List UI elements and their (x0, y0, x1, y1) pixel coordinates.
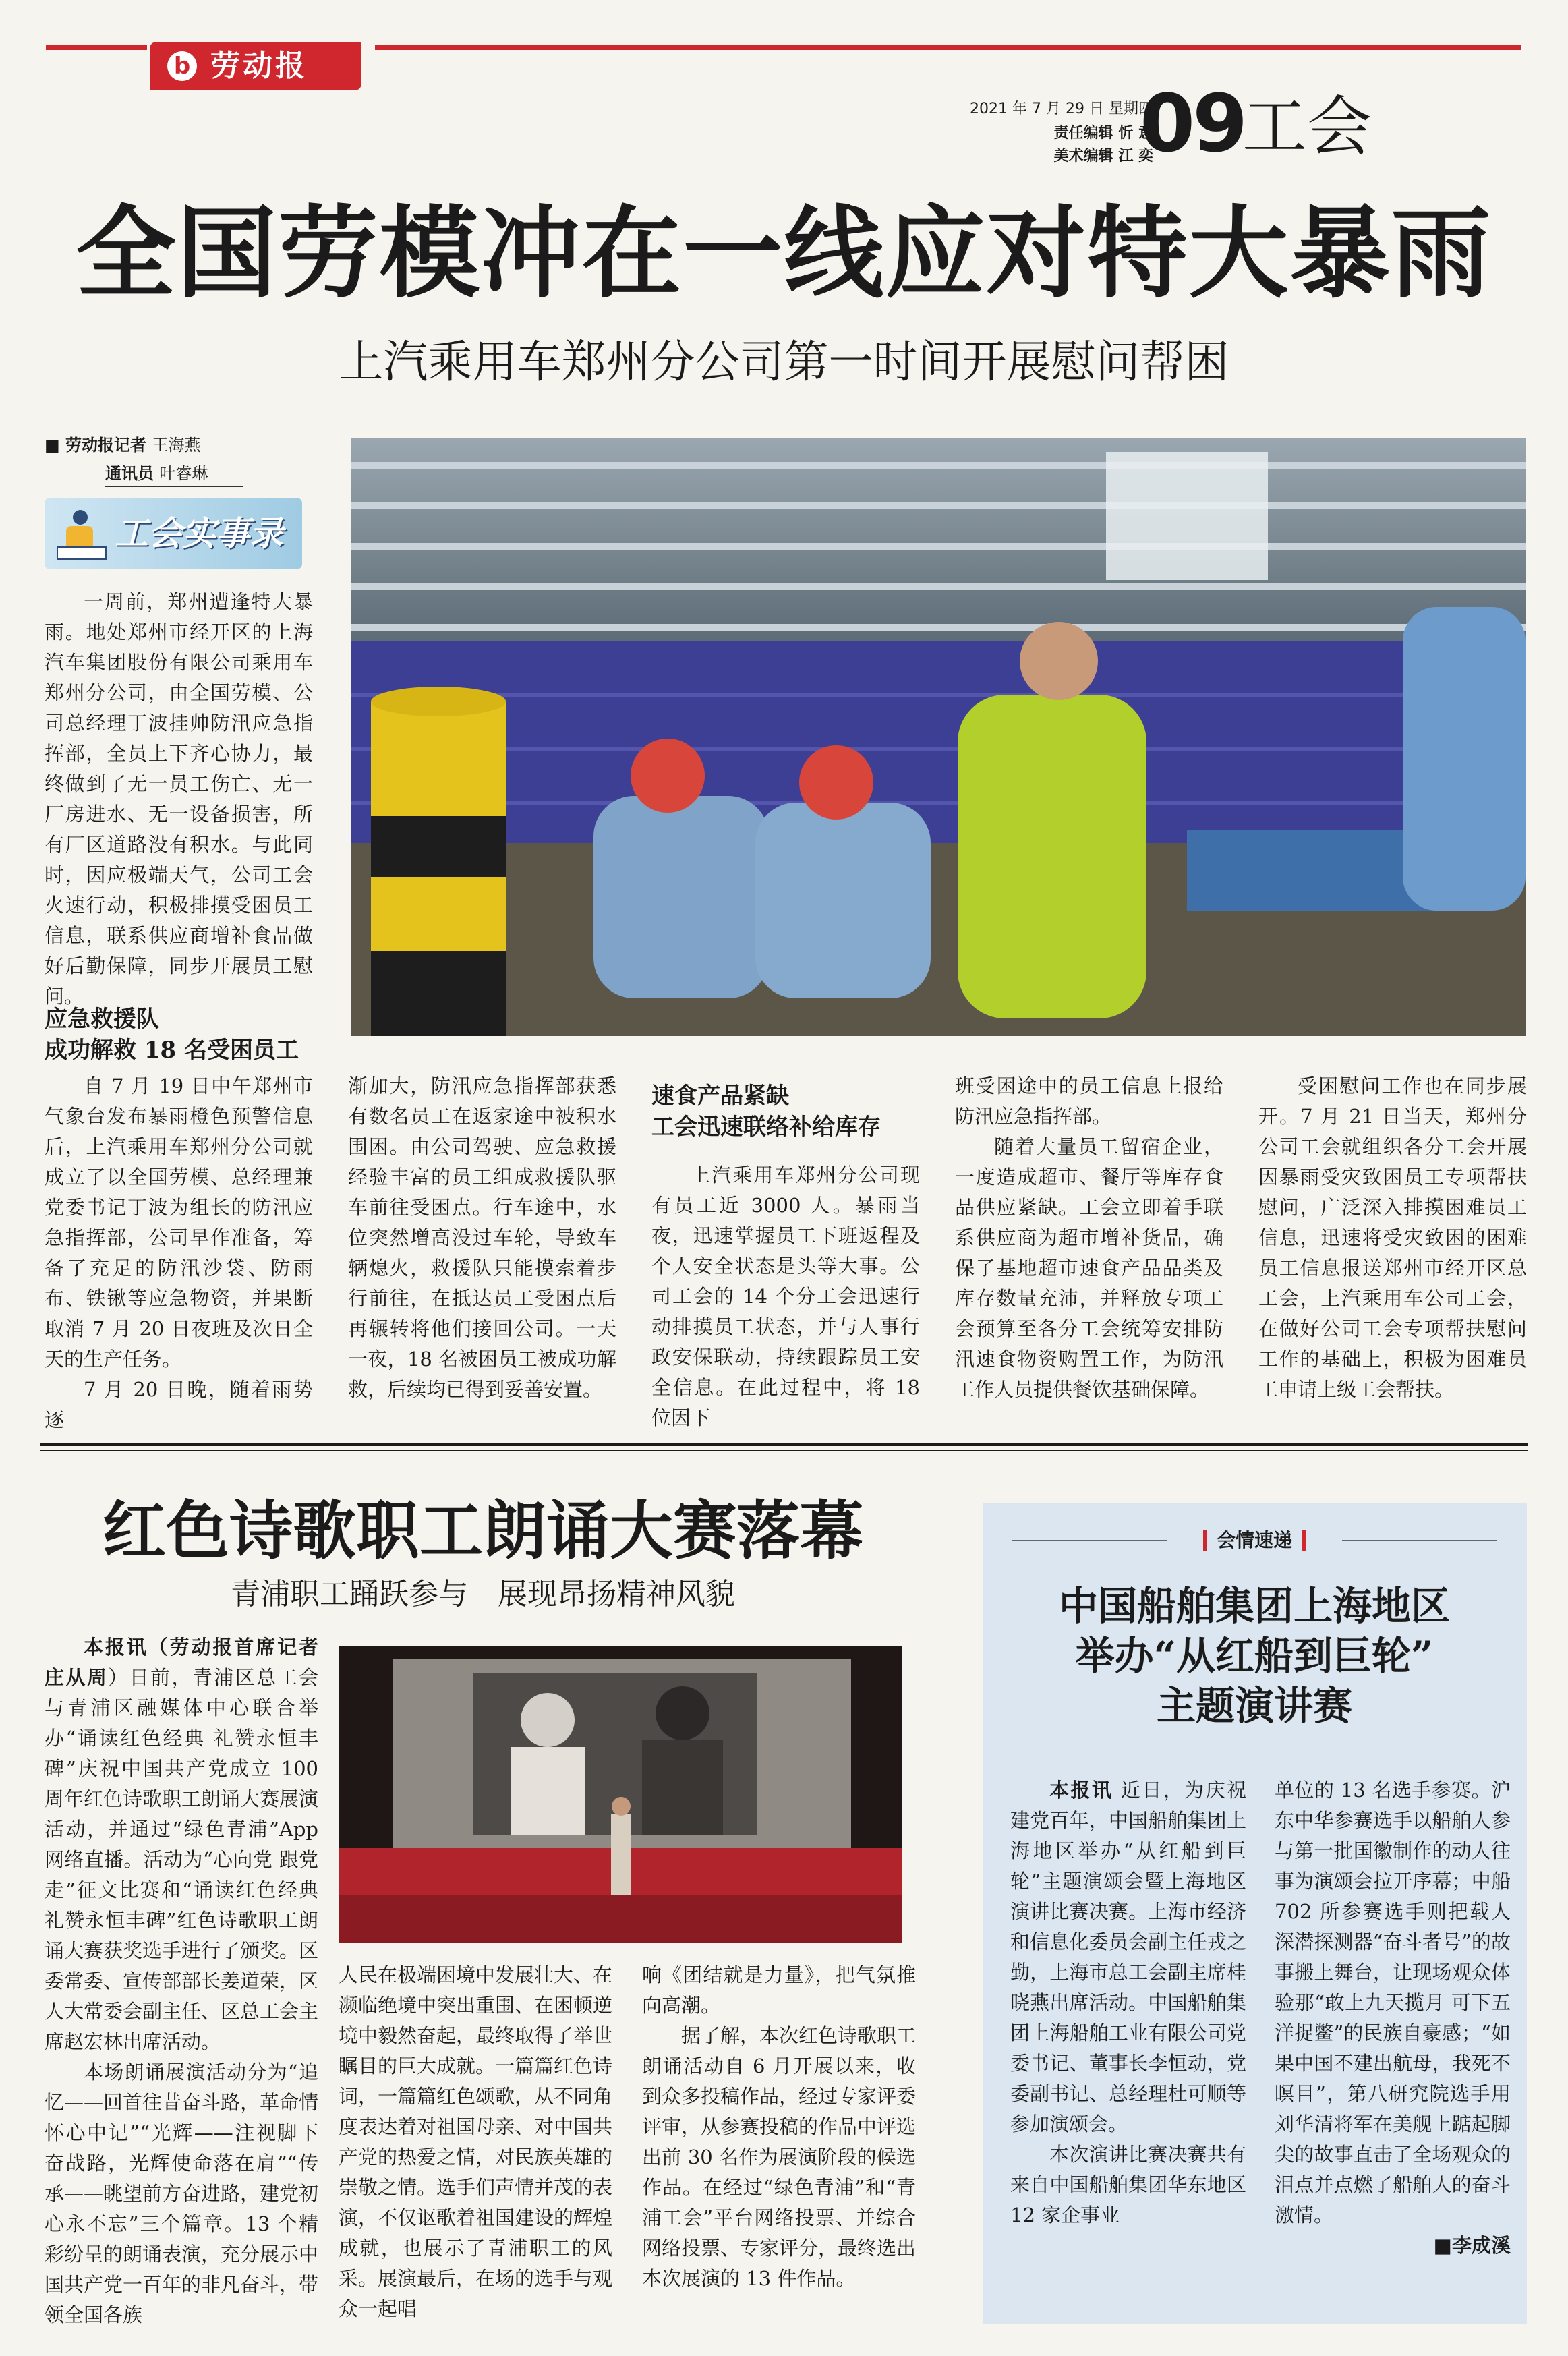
sidebar-col2-p1: 单位的 13 名选手参赛。沪东中华参赛选手以船舶人参与第一批国徽制作的动人往事为演颂会拉开序幕；中船 702 所参赛选手则把载人深潜探测器“奋斗者号”的故事搬上舞台，让现场观众体验那“敢上九天揽月 可下五洋捉鳖”的民族自豪感；“如果中国不建出航母，我死不瞑目”，第八研究院选手用刘华清将军在美舰上踮起脚尖的故事直击了全场观众的泪点并点燃了船舶人的奋斗激情。 (1275, 1779, 1511, 2226)
article1-col5 (1258, 1071, 1527, 1405)
article1-col1-p2: 7 月 20 日晚，随着雨势逐 (45, 1378, 313, 1431)
article2-col3 (642, 1960, 916, 2294)
article2-col1-text: ）日前，青浦区总工会与青浦区融媒体中心联合举办“诵读红色经典 礼赞永恒丰碑”庆祝中国共产党成立 100 周年红色诗歌职工朗诵大赛展演活动，并通过“绿色青浦”App 网络直播。活动为“心向党 跟党走”征文比赛和“诵读红色经典 礼赞永恒丰碑”红色诗歌职工朗诵大赛获奖选手进行了颁奖。区委常委、宣传部部长姜道荣，区人大常委会副主任、区总工会主席赵宏林出席活动。 (45, 1666, 319, 2053)
article1-col4-p1: 班受困途中的员工信息上报给防汛应急指挥部。 (955, 1074, 1223, 1128)
byline-correspondent-name: 叶睿琳 (159, 464, 208, 483)
article2-lead (45, 1632, 318, 2057)
top-rule-left (46, 45, 147, 50)
art-editor-line: 美术编辑 江 奕 (1053, 148, 1153, 165)
byline-reporter (45, 432, 341, 455)
tag-bar-left (1203, 1530, 1207, 1551)
article2-col3-p1: 响《团结就是力量》，把气氛推向高潮。 (642, 1963, 916, 2017)
article1-col4 (955, 1071, 1223, 1405)
article1-intro: 一周前，郑州遭逢特大暴雨。地处郑州市经开区的上海汽车集团股份有限公司乘用车郑州分公司，由全国劳模、公司总经理丁波挂帅防汛应急指挥部，全员上下齐心协力，最终做到了无一员工伤亡、无一厂房进水、无一设备损害，所有厂区道路没有积水。与此同时，因应极端天气，公司工会火速行动，积极排摸受困员工信息，联系供应商增补食品做好后勤保障，同步开展员工慰问。 (45, 590, 313, 1008)
section-divider (40, 1443, 1528, 1446)
badge-text: 工会实事录 (115, 513, 283, 553)
tag-bar-right (1302, 1530, 1306, 1551)
editor-line: 责任编辑 忻 意 (1053, 125, 1153, 142)
byline-reporter-name: 王海燕 (152, 436, 201, 455)
logo-mark-icon: b (167, 51, 197, 81)
byline-reporter-label: ■ 劳动报记者 (45, 436, 147, 455)
logo-text: 劳动报 (210, 49, 308, 83)
page-number: 09 (1140, 77, 1246, 170)
masthead-logo (150, 42, 361, 90)
article2-col2-p1: 人民在极端困境中发展壮大、在濒临绝境中突出重围、在困顿逆境中毅然奋起，最终取得了举世瞩目的巨大成就。一篇篇红色诗词，一篇篇红色颂歌，从不同角度表达着对祖国母亲、对中国共产党的热爱之情，对民族英雄的崇敬之情。选手们声情并茂的表演，不仅讴歌着祖国建设的辉煌成就，也展示了青浦职工的风采。展演最后，在场的选手与观众一起唱 (339, 1963, 613, 2320)
section-name: 工会 (1242, 89, 1372, 165)
article2-lead-name: 庄从周 (45, 1666, 109, 1689)
reading-figure-icon (54, 507, 108, 561)
article1-col4-p2: 随着大量员工留宿企业，一度造成超市、餐厅等库存食品供应紧缺。工会立即着手联系供应商为超市增补货品，确保了基地超市速食产品品类及库存数量充沛，并释放专项工会预算至各分工会统筹安排防汛速食物资购置工作，为防汛工作人员提供餐饮基础保障。 (955, 1135, 1223, 1401)
top-rule-right (375, 45, 1521, 50)
byline-correspondent (105, 460, 348, 484)
column-badge (45, 498, 302, 569)
sidebar-signature: ■李成溪 (1433, 2234, 1511, 2257)
sidebar-lead (1010, 1775, 1246, 2139)
article2-col2 (339, 1960, 612, 2324)
article1-col5-p1: 受困慰问工作也在同步展开。7 月 21 日当天，郑州分公司工会就组织各分工会开展因暴雨受灾致困员工专项帮扶慰问，广泛深入排摸困难员工信息，迅速将受灾致困的困难员工信息报送郑州市经开区总工会，上汽乘用车公司工会，在做好公司工会专项帮扶慰问工作的基础上，积极为困难员工申请上级工会帮扶。 (1258, 1074, 1527, 1401)
sidebar-col1-p2: 本次演讲比赛决赛共有来自中国船舶集团华东地区 12 家企事业 (1010, 2143, 1246, 2226)
article1-col1-p1: 自 7 月 19 日中午郑州市气象台发布暴雨橙色预警信息后，上汽乘用车郑州分公司就成立了以全国劳模、总经理兼党委书记丁波为组长的防汛应急指挥部，公司早作准备，筹备了充足的防汛沙袋、防雨布、铁锹等应急物资，并果断取消 7 月 20 日夜班及次日全天的生产任务。 (45, 1074, 313, 1371)
section-divider-thin (40, 1450, 1528, 1451)
sidebar-col2 (1275, 1775, 1511, 2261)
article1-col1 (45, 1071, 313, 1435)
byline-correspondent-label: 通讯员 (105, 464, 154, 483)
article1-subhead2: 速食产品紧缺 工会迅速联络补给库存 (651, 1083, 881, 1141)
article2-lead-label: 本报讯（劳动报首席记者 (84, 1636, 318, 1659)
article1-headline: 全国劳模冲在一线应对特大暴雨 (76, 194, 1492, 312)
article1-col2 (348, 1071, 616, 1405)
recitation-stage-photo (339, 1646, 902, 1943)
article1-col3-p1: 上汽乘用车郑州分公司现有员工近 3000 人。暴雨当夜，迅速掌握员工下班返程及个人安全状态是头等大事。公司工会的 14 个分工会迅速行动排摸员工状态，并与人事行政安保联动，持续跟踪员工安全信息。在此过程中，将 18 位因下 (651, 1163, 920, 1429)
sidebar-lead-label: 本报讯 (1049, 1779, 1113, 1802)
article1-col3 (651, 1160, 920, 1433)
flood-rescue-photo (351, 438, 1526, 1036)
article1-subhead1: 应急救援队 成功解救 18 名受困员工 (45, 1006, 299, 1064)
article2-subheadline: 青浦职工踊跃参与 展现昂扬精神风貌 (231, 1577, 735, 1611)
article1-subheadline: 上汽乘用车郑州分公司第一时间开展慰问帮困 (339, 336, 1229, 388)
sidebar-tag (1173, 1526, 1335, 1555)
sidebar-col1 (1010, 1775, 1246, 2231)
sidebar-tag-rule-right (1342, 1540, 1497, 1541)
tag-text: 会情速递 (1216, 1529, 1292, 1551)
article2-headline: 红色诗歌职工朗诵大赛落幕 (102, 1494, 863, 1568)
sidebar-tag-rule (1012, 1540, 1167, 1541)
byline-underline (105, 486, 243, 487)
article2-col1 (45, 1632, 318, 2330)
article2-col1-p2: 本场朗诵展演活动分为“追忆——回首往昔奋斗路，革命情怀心中记”“光辉——注视脚下奋战路，光辉使命落在肩”“传承——眺望前方奋进路，建党初心永不忘”三个篇章。13 个精彩纷呈的朗诵表演，充分展示中国共产党一百年的非凡奋斗，带领全国各族 (45, 2061, 319, 2326)
article1-col2-p1: 渐加大，防汛应急指挥部获悉有数名员工在返家途中被积水围困。由公司驾驶、应急救援经验丰富的员工组成救援队驱车前往受困点。行车途中，水位突然增高没过车轮，导致车辆熄火，救援队只能摸索着步行前往，在抵达员工受困点后再辗转将他们接回公司。一天一夜，18 名被困员工被成功解救，后续均已得到妥善安置。 (348, 1074, 616, 1401)
issue-date: 2021 年 7 月 29 日 星期四 (970, 100, 1153, 117)
sidebar-col1-text: 近日，为庆祝建党百年，中国船舶集团上海地区举办“从红船到巨轮”主题演颂会暨上海地区演讲比赛决赛。上海市经济和信息化委员会副主任戎之勤，上海市总工会副主席桂晓燕出席活动。中国船舶集团上海船舶工业有限公司党委书记、董事长李恒动，党委副书记、总经理杜可顺等参加演颂会。 (1010, 1779, 1246, 2135)
article2-col3-p2: 据了解，本次红色诗歌职工朗诵活动自 6 月开展以来，收到众多投稿作品，经过专家评委评审，从参赛投稿的作品中评选出前 30 名作为展演阶段的候选作品。在经过“绿色青浦”和“青浦工会”平台网络投票、并综合网络投票、专家评分，最终选出本次展演的 13 件作品。 (642, 2024, 917, 2290)
sidebar-headline: 中国船舶集团上海地区 举办“从红船到巨轮” 主题演讲赛 (1058, 1583, 1450, 1729)
